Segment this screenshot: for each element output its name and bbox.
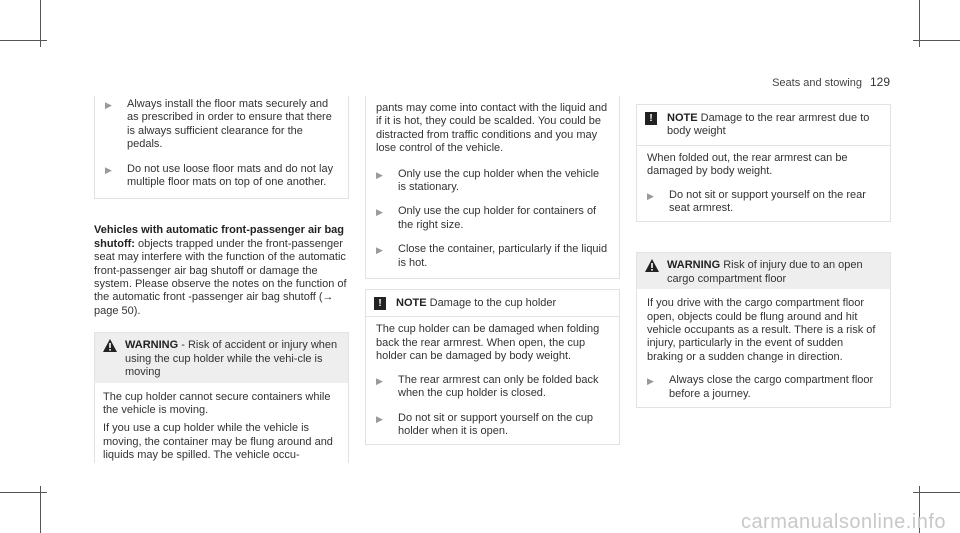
note-label: NOTE: [396, 297, 427, 310]
warning-box-cargo: [636, 252, 891, 408]
warning-box: [94, 332, 349, 462]
arrow-right-icon: ▶: [376, 375, 383, 386]
note-title: Damage to the rear armrest due to body weight: [667, 112, 870, 138]
list-item: ▶ Do not sit or support yourself on the cup holder when it is open.: [376, 411, 594, 437]
arrow-right-icon: ▶: [376, 245, 383, 256]
list-item: ▶ Only use the cup holder for containers of the right size.: [376, 205, 597, 231]
warning-header: [637, 253, 890, 289]
list-item: ▶ Only use the cup holder when the vehicle is stationary.: [376, 167, 600, 194]
list-item: ▶ Do not sit or support yourself on the rear seat armrest.: [647, 188, 866, 215]
note-header: [366, 290, 619, 316]
note-body: When folded out, the rear armrest can be damaged by body weight.: [647, 151, 848, 178]
arrow-right-icon: ▶: [376, 207, 383, 218]
warning-continued-text: pants may come into contact with the liquid and if it is hot, they could be scalded. You could be distracted from traffic conditions and you may lose control of the vehicle.: [376, 102, 608, 155]
list-item: ▶ Always install the floor mats securely and as prescribed in order to ensure that there is always sufficient clearance for the pedals.: [105, 98, 332, 151]
note-body: The cup holder can be damaged when folding back the rear armrest. When open, the cup holder can be damaged by body weight.: [376, 323, 600, 363]
shutoff-heading: Vehicles with automatic front-passenger air bag shutoff:: [94, 224, 345, 250]
arrow-right-icon: ▶: [376, 169, 383, 180]
list-item: ▶ Always close the cargo compartment floor before a journey.: [647, 374, 874, 400]
shutoff-text: objects trapped under the front-passenger seat may interfere with the function of the automatic front-passenger air bag shutoff or damage the system. Please observe the notes on the function of the automatic front -passenger air bag shutoff (→ page 50).: [94, 237, 347, 317]
shutoff-paragraph: [94, 199, 349, 318]
note-title: Damage to the cup holder: [429, 297, 557, 310]
note-exclamation-icon: !: [645, 112, 657, 125]
page-header: [772, 76, 890, 90]
arrow-right-icon: ▶: [105, 164, 112, 175]
crop-mark: [0, 492, 47, 493]
note-exclamation-icon: !: [374, 297, 386, 310]
warning-triangle-icon: [645, 259, 667, 286]
arrow-right-icon: ▶: [376, 413, 383, 424]
warning-label: WARNING: [125, 339, 179, 352]
note-box-cup-holder: [365, 289, 620, 445]
arrow-right-icon: ▶: [647, 376, 654, 387]
arrow-right-icon: ▶: [647, 190, 654, 201]
crop-mark: [0, 40, 47, 41]
arrow-right-icon: ▶: [105, 100, 112, 110]
warning-title: - Risk of accident or injury when using the cup holder while the vehi-cle is moving: [125, 339, 338, 379]
note-header: [637, 105, 890, 145]
warning-continued-box: [365, 96, 620, 279]
list-item: ▶ The rear armrest can only be folded back when the cup holder is closed.: [376, 373, 599, 400]
note-box-armrest: [636, 104, 891, 222]
watermark: carmanualsonline.info: [740, 510, 946, 533]
list-item: ▶ Do not use loose floor mats and do not lay multiple floor mats on top of one another.: [105, 162, 334, 189]
crop-mark: [913, 492, 960, 493]
floor-mat-bullets-box: [94, 96, 349, 199]
section-title: Seats and stowing: [772, 77, 862, 89]
crop-mark: [40, 486, 41, 533]
warning-triangle-icon: [103, 339, 125, 379]
warning-body-1: The cup holder cannot secure containers while the vehicle is moving.: [103, 390, 331, 416]
warning-label: WARNING: [667, 259, 721, 272]
warning-header: [95, 333, 348, 382]
list-item: ▶ Close the container, particularly if the liquid is hot.: [376, 243, 608, 269]
warning-body: If you drive with the cargo compartment floor open, objects could be flung around and hit vehicle occupants as a result. There is a risk of injury, particularly in the event of sudden braking or a sudden change in direction.: [647, 297, 876, 363]
column-1: [94, 96, 349, 463]
column-3: [636, 96, 891, 408]
column-2: [365, 96, 620, 445]
page-number: 129: [869, 75, 890, 89]
crop-mark: [913, 40, 960, 41]
warning-body-2: If you use a cup holder while the vehicle is moving, the container may be flung around and liquids may be spilled. The vehicle occu-: [103, 422, 333, 462]
note-label: NOTE: [667, 112, 698, 124]
warning-title: Risk of injury due to an open cargo compartment floor: [667, 259, 863, 285]
